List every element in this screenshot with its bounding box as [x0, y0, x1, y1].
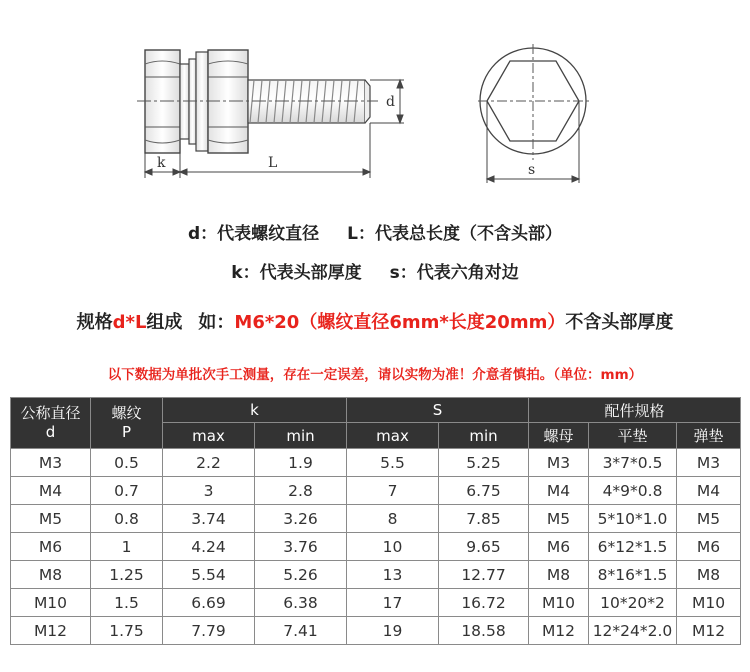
table-row	[11, 561, 741, 589]
legend-d: d：代表螺纹直径	[187, 224, 320, 244]
cell-k-max: 2.2	[163, 449, 255, 477]
cell-flat-washer: 8*16*1.5	[589, 561, 677, 589]
table-row	[11, 449, 741, 477]
header-k: k	[163, 398, 347, 423]
table-row	[11, 477, 741, 505]
cell-pitch: 1	[91, 533, 163, 561]
cell-s-max: 5.5	[347, 449, 439, 477]
cell-flat-washer: 10*20*2	[589, 589, 677, 617]
cell-spring-washer: M3	[677, 449, 741, 477]
cell-flat-washer: 5*10*1.0	[589, 505, 677, 533]
legend-s: s：代表六角对边	[389, 263, 519, 283]
table-row	[11, 505, 741, 533]
cell-s-min: 7.85	[439, 505, 529, 533]
cell-k-min: 6.38	[255, 589, 347, 617]
spec-prefix: 规格	[76, 312, 113, 333]
cell-spring-washer: M6	[677, 533, 741, 561]
measurement-note: 以下数据为单批次手工测量，存在一定误差，请以实物为准！介意者慎拍。（单位：mm）	[107, 367, 643, 383]
cell-s-max: 8	[347, 505, 439, 533]
cell-diameter: M4	[11, 477, 91, 505]
cell-nut: M3	[529, 449, 589, 477]
header-pitch	[91, 398, 163, 449]
cell-s-max: 10	[347, 533, 439, 561]
cell-diameter: M6	[11, 533, 91, 561]
header-diameter-sub: d	[45, 423, 56, 441]
cell-k-min: 7.41	[255, 617, 347, 645]
header-spring-washer: 弹垫	[677, 423, 741, 449]
cell-nut: M6	[529, 533, 589, 561]
cell-k-max: 7.79	[163, 617, 255, 645]
legend-line-1	[0, 219, 750, 244]
spec-table	[10, 397, 741, 645]
legend-k: k：代表头部厚度	[231, 263, 362, 283]
table-row	[11, 589, 741, 617]
dimension-s-label: s	[528, 162, 536, 178]
cell-s-max: 7	[347, 477, 439, 505]
cell-k-max: 6.69	[163, 589, 255, 617]
table-row	[11, 533, 741, 561]
cell-k-max: 3	[163, 477, 255, 505]
cell-pitch: 0.7	[91, 477, 163, 505]
cell-k-min: 5.26	[255, 561, 347, 589]
header-s-max: max	[347, 423, 439, 449]
spec-example-prefix: 如：	[198, 312, 235, 333]
cell-pitch: 0.5	[91, 449, 163, 477]
header-diameter	[11, 398, 91, 449]
header-s-min: min	[439, 423, 529, 449]
header-parts: 配件规格	[529, 398, 741, 423]
cell-s-max: 17	[347, 589, 439, 617]
cell-k-max: 3.74	[163, 505, 255, 533]
cell-diameter: M5	[11, 505, 91, 533]
table-row	[11, 617, 741, 645]
cell-spring-washer: M4	[677, 477, 741, 505]
legend-line-2	[0, 258, 750, 283]
cell-k-min: 2.8	[255, 477, 347, 505]
cell-diameter: M8	[11, 561, 91, 589]
cell-flat-washer: 12*24*2.0	[589, 617, 677, 645]
cell-s-min: 18.58	[439, 617, 529, 645]
cell-diameter: M3	[11, 449, 91, 477]
cell-s-min: 5.25	[439, 449, 529, 477]
hex-end-view	[478, 44, 590, 160]
cell-spring-washer: M10	[677, 589, 741, 617]
cell-pitch: 1.75	[91, 617, 163, 645]
legend-L: L：代表总长度（不含头部）	[347, 224, 562, 244]
spec-suffix: 不含头部厚度	[565, 312, 674, 333]
spec-formula: d*L	[112, 312, 147, 333]
cell-k-max: 4.24	[163, 533, 255, 561]
cell-s-max: 19	[347, 617, 439, 645]
cell-k-min: 3.26	[255, 505, 347, 533]
cell-flat-washer: 4*9*0.8	[589, 477, 677, 505]
header-k-max: max	[163, 423, 255, 449]
dimension-L-label: L	[268, 155, 278, 171]
cell-s-min: 12.77	[439, 561, 529, 589]
cell-pitch: 1.5	[91, 589, 163, 617]
dimension-k-label: k	[157, 155, 166, 171]
cell-s-max: 13	[347, 561, 439, 589]
cell-s-min: 6.75	[439, 477, 529, 505]
cell-k-min: 1.9	[255, 449, 347, 477]
cell-s-min: 16.72	[439, 589, 529, 617]
cell-diameter: M10	[11, 589, 91, 617]
cell-flat-washer: 3*7*0.5	[589, 449, 677, 477]
header-s: S	[347, 398, 529, 423]
cell-nut: M5	[529, 505, 589, 533]
cell-nut: M8	[529, 561, 589, 589]
cell-diameter: M12	[11, 617, 91, 645]
cell-pitch: 1.25	[91, 561, 163, 589]
cell-s-min: 9.65	[439, 533, 529, 561]
header-k-min: min	[255, 423, 347, 449]
cell-spring-washer: M5	[677, 505, 741, 533]
header-diameter-label: 公称直径	[20, 404, 81, 422]
cell-spring-washer: M8	[677, 561, 741, 589]
header-pitch-label: 螺纹	[111, 404, 142, 422]
header-flat-washer: 平垫	[589, 423, 677, 449]
cell-pitch: 0.8	[91, 505, 163, 533]
header-nut: 螺母	[529, 423, 589, 449]
spec-line	[0, 308, 750, 334]
cell-flat-washer: 6*12*1.5	[589, 533, 677, 561]
cell-nut: M12	[529, 617, 589, 645]
bolt-diagram	[0, 0, 750, 200]
cell-nut: M10	[529, 589, 589, 617]
dimension-d-label: d	[386, 94, 395, 110]
spec-example: M6*20（螺纹直径6mm*长度20mm）	[234, 312, 566, 333]
cell-nut: M4	[529, 477, 589, 505]
cell-k-max: 5.54	[163, 561, 255, 589]
header-pitch-sub: P	[121, 423, 132, 441]
cell-spring-washer: M12	[677, 617, 741, 645]
cell-k-min: 3.76	[255, 533, 347, 561]
spec-middle: 组成	[146, 312, 183, 333]
